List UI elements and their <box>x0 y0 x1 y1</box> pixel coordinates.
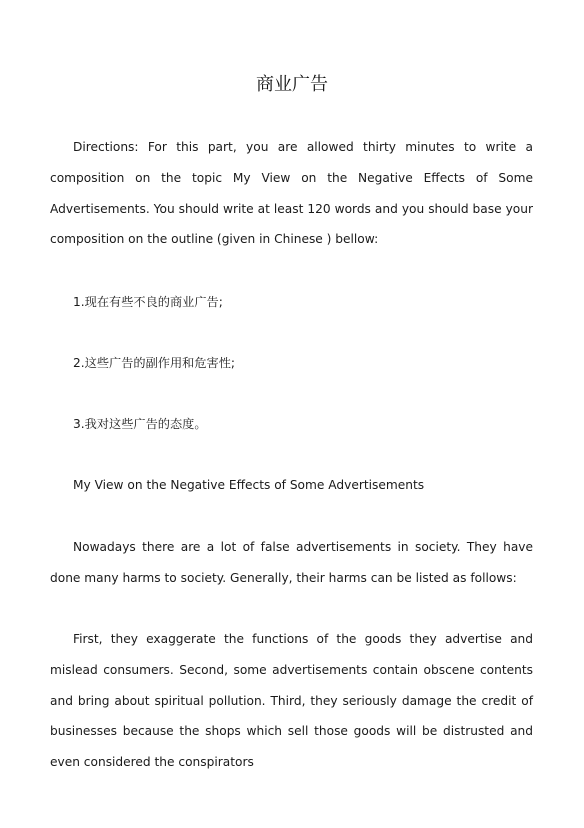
outline-item-1: 1.现在有些不良的商业广告; <box>73 295 223 309</box>
outline-item-3: 3.我对这些广告的态度。 <box>73 417 207 431</box>
outline-item-2: 2.这些广告的副作用和危害性; <box>73 356 235 370</box>
essay-paragraph-2: First, they exaggerate the functions of the goods they advertise and mislead consumers. Second, some advertisements contain obscene contents and bring about spiritual pollution. Third, they seriously damage the credit of businesses because the shops which sell those goods will be distrusted and even considered the conspirators <box>50 632 533 770</box>
essay-title: My View on the Negative Effects of Some Advertisements <box>73 478 425 492</box>
directions-paragraph: Directions: For this part, you are allowed thirty minutes to write a composition on the topic My View on the Negative Effects of Some Advertisements. You should write at least 120 words and you should base your composition on the outline (given in Chinese ) bellow: <box>50 140 533 247</box>
document-title: 商业广告 <box>256 74 328 95</box>
essay-paragraph-1: Nowadays there are a lot of false advertisements in society. They have done many harms to society. Generally, their harms can be listed as follows: <box>50 540 533 585</box>
